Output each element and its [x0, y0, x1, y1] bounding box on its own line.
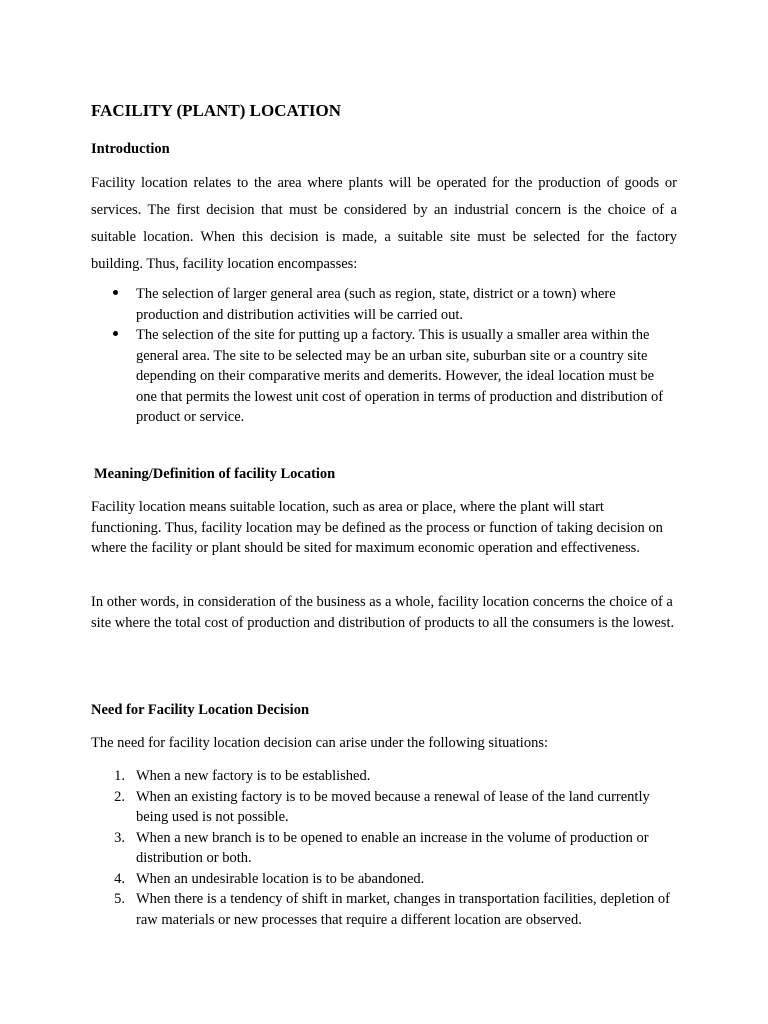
- bullet-text: The selection of the site for putting up a factory. This is usually a smaller area within the general area. The site to be selected may be an urban site, suburban site or a country site depending on their comparative merits and demerits. However, the ideal location must be one that permits the lowest unit cost of operation in terms of production and distribution of product or service.: [136, 327, 664, 425]
- item-number: 4.: [114, 870, 125, 887]
- bullet-item: [91, 325, 677, 428]
- item-number: 2.: [114, 788, 125, 805]
- bullet-text: The selection of larger general area (such as region, state, district or a town) where production and distribution activities will be carried out.: [136, 286, 616, 323]
- item-text: When an existing factory is to be moved because a renewal of lease of the land currently being used is not possible.: [136, 788, 650, 825]
- need-numbered-list: [91, 766, 677, 930]
- numbered-item: [91, 828, 677, 869]
- need-heading: Need for Facility Location Decision: [91, 702, 310, 718]
- intro-heading: Introduction: [91, 141, 170, 157]
- meaning-paragraph-2: In other words, in consideration of the business as a whole, facility location concerns the choice of a site where the total cost of production and distribution of products to all the consumers is the lowest.: [91, 594, 675, 631]
- numbered-item: [91, 869, 677, 890]
- bullet-item: [91, 284, 677, 325]
- item-text: When there is a tendency of shift in market, changes in transportation facilities, depletion of raw materials or new processes that require a different location are observed.: [136, 891, 670, 928]
- numbered-item: [91, 787, 677, 828]
- need-paragraph: The need for facility location decision can arise under the following situations:: [91, 735, 549, 751]
- item-number: 5.: [114, 891, 125, 907]
- item-text: When an undesirable location is to be abandoned.: [136, 870, 425, 887]
- meaning-heading: Meaning/Definition of facility Location: [94, 466, 336, 482]
- item-text: When a new factory is to be established.: [136, 768, 371, 784]
- bullet-marker: [111, 284, 119, 305]
- intro-bullet-list: [91, 284, 677, 428]
- numbered-item: [91, 766, 677, 787]
- meaning-paragraph-1: Facility location means suitable location, such as area or place, where the plant will start functioning. Thus, facility location may be defined as the process or function of taking decision on where the facility or plant should be sited for maximum economic operation and effectiveness.: [91, 499, 663, 556]
- numbered-item: [91, 889, 677, 930]
- item-number: 3.: [114, 829, 125, 846]
- intro-paragraph: Facility location relates to the area where plants will be operated for the production of goods or services. The first decision that must be considered by an industrial concern is the choice of a suitable location. When this decision is made, a suitable site must be selected for the factory building. Thus, facility location encompasses:: [91, 175, 677, 272]
- item-text: When a new branch is to be opened to enable an increase in the volume of production or distribution or both.: [136, 829, 649, 866]
- bullet-marker: [111, 325, 119, 346]
- document-title: FACILITY (PLANT) LOCATION: [91, 101, 341, 120]
- item-number: 1.: [114, 768, 125, 784]
